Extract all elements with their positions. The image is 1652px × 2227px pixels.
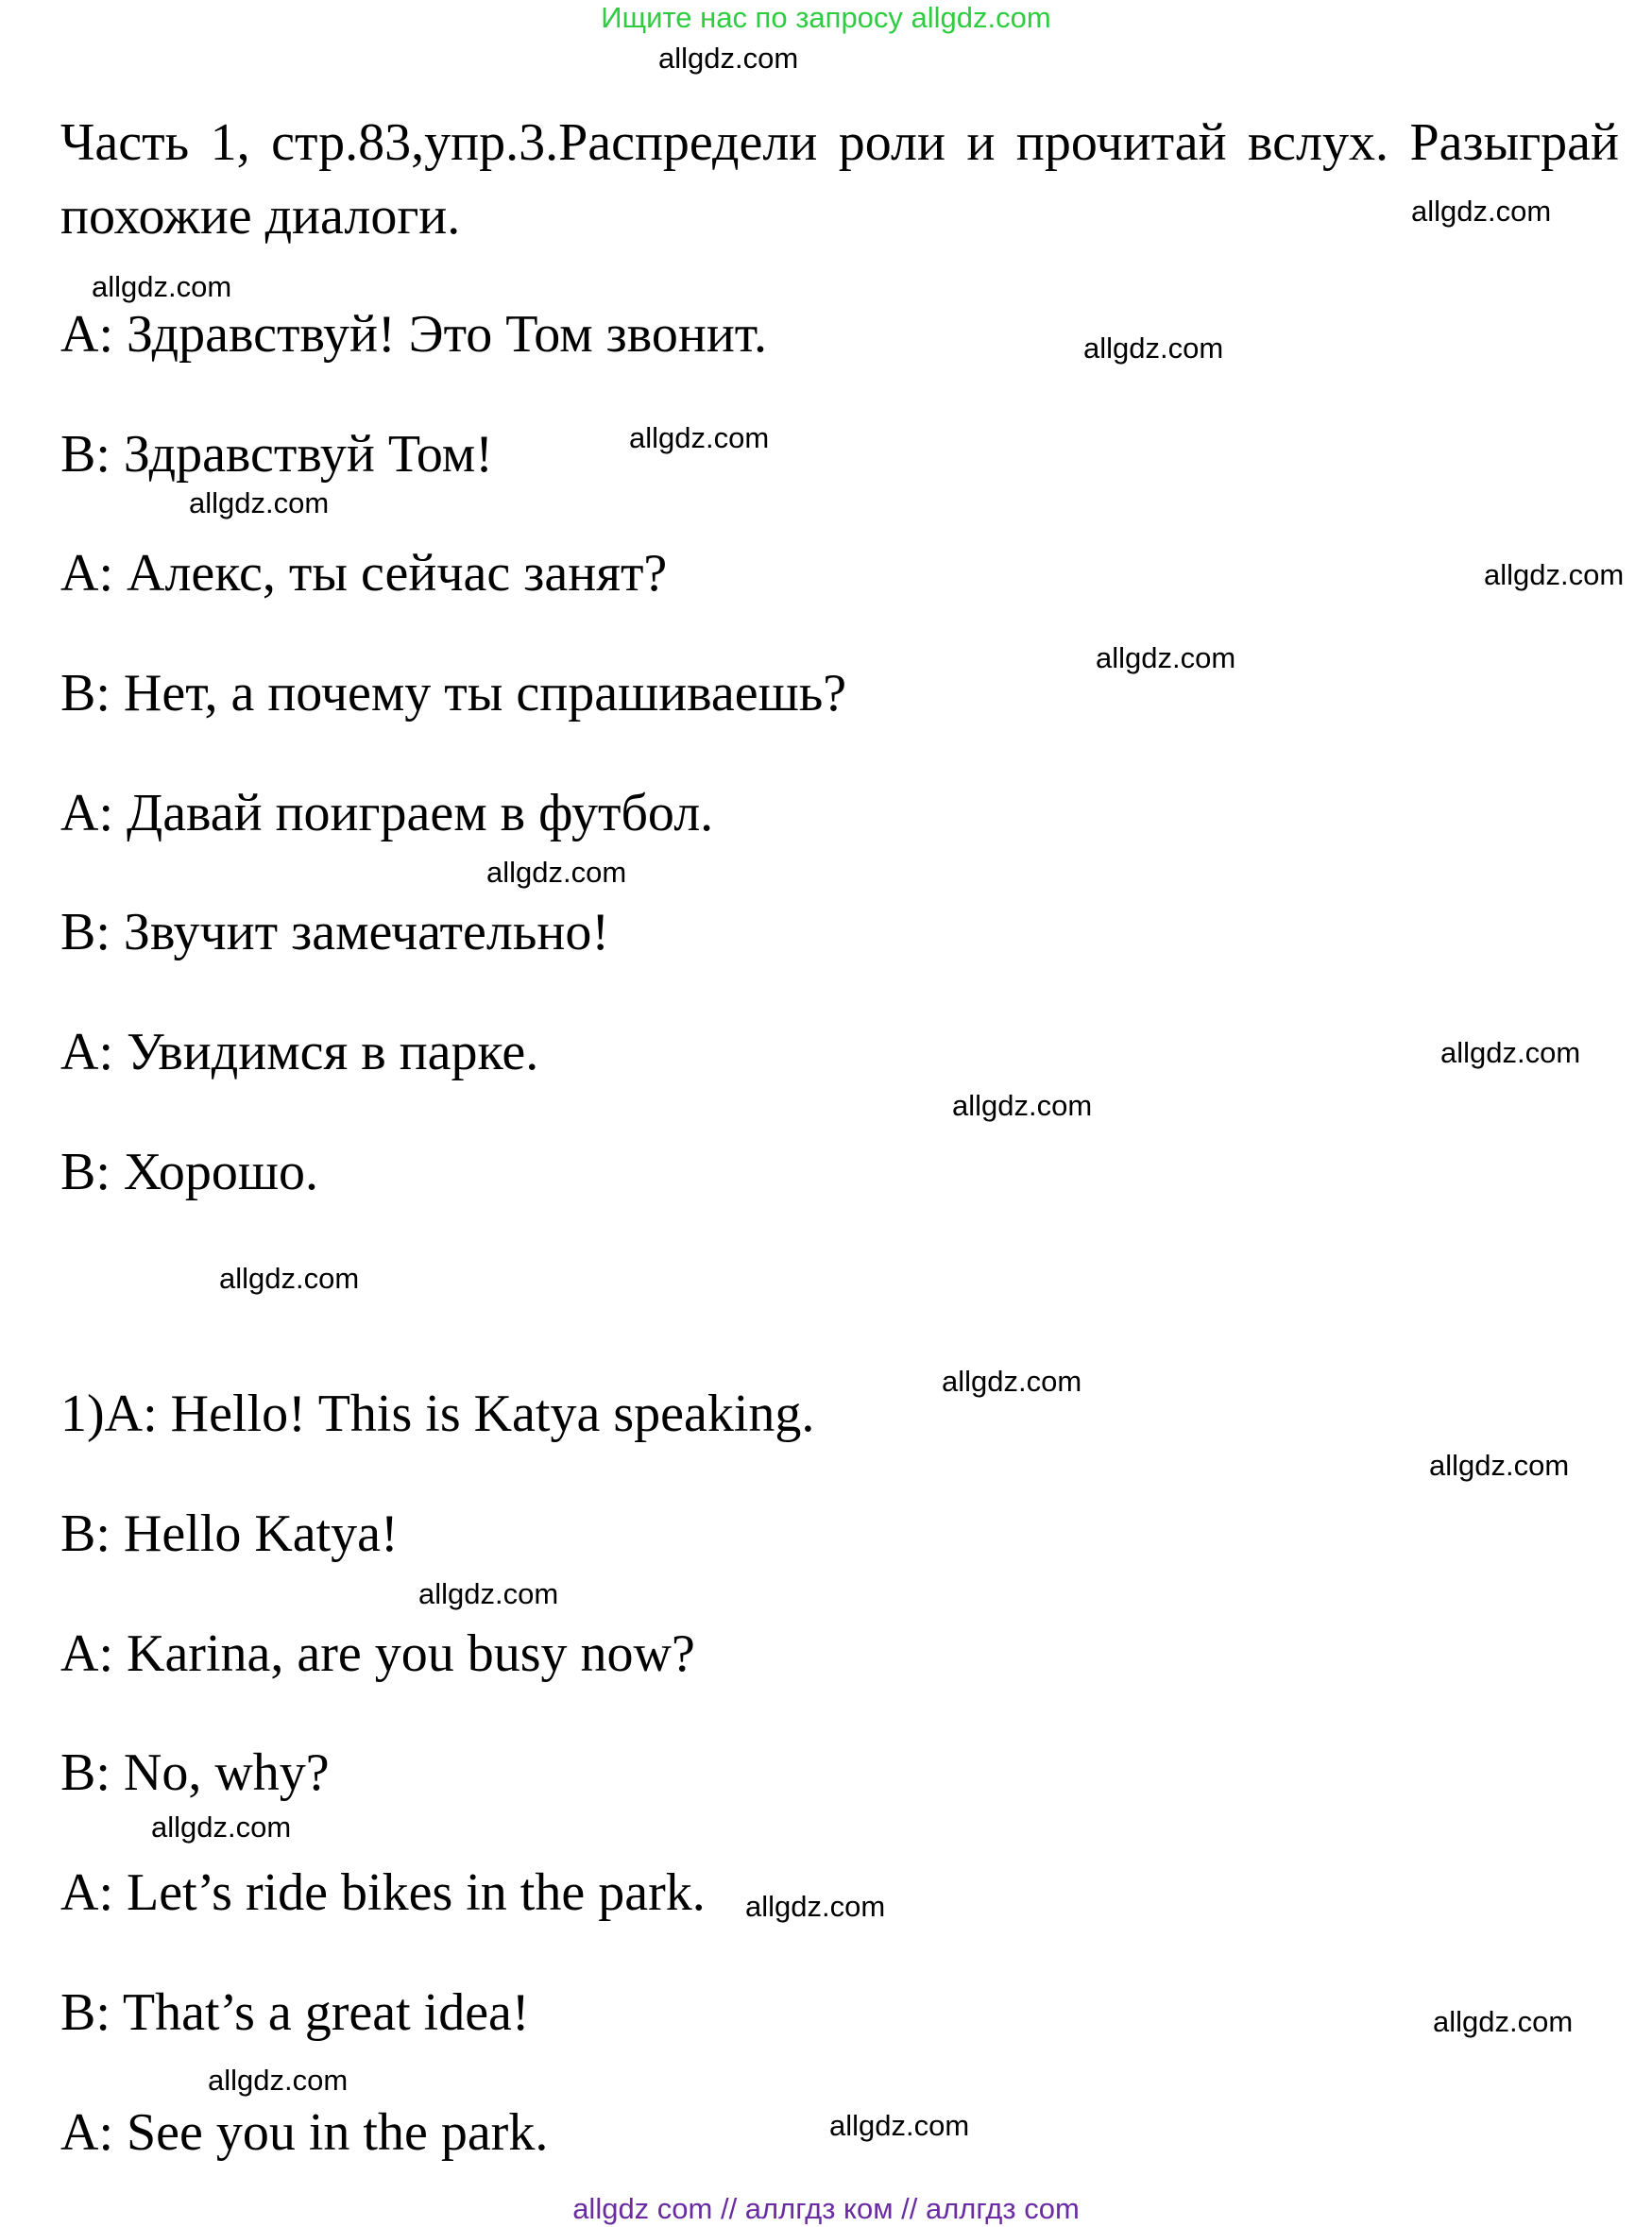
dialogue-line-ru: В: Хорошо. [60,1143,318,1201]
footer-links[interactable]: allgdz com // аллгдз ком // аллгдз com [572,2192,1080,2225]
watermark: allgdz.com [1083,332,1224,365]
dialogue-line-en: A: Karina, are you busy now? [60,1624,695,1683]
dialogue-line-en: B: That’s a great idea! [60,1983,530,2042]
watermark: allgdz.com [208,2064,349,2097]
watermark: allgdz.com [952,1089,1093,1122]
dialogue-line-en: A: Let’s ride bikes in the park. [60,1863,706,1922]
dialogue-line-en: B: No, why? [60,1743,330,1802]
watermark: allgdz.com [486,856,627,889]
watermark: allgdz.com [658,42,799,75]
watermark: allgdz.com [1411,195,1552,228]
watermark: allgdz.com [629,421,770,454]
exercise-heading: Часть 1, стр.83,упр.3.Распредели роли и прочитай вслух. Разыграй похожие диалоги. [60,113,1619,246]
dialogue-line-ru: А: Давай поиграем в футбол. [60,784,714,842]
watermark: allgdz.com [92,270,232,303]
search-banner[interactable]: Ищите нас по запросу allgdz.com [601,1,1051,34]
dialogue-line-en: B: Hello Katya! [60,1504,399,1563]
watermark: allgdz.com [219,1262,360,1295]
dialogue-line-ru: В: Здравствуй Том! [60,425,493,484]
dialogue-line-en: 1)A: Hello! This is Katya speaking. [60,1385,815,1443]
watermark: allgdz.com [1429,1449,1570,1482]
dialogue-line-ru: В: Нет, а почему ты спрашиваешь? [60,664,847,722]
watermark: allgdz.com [1484,558,1625,591]
watermark: allgdz.com [745,1890,886,1923]
watermark: allgdz.com [1433,2005,1574,2038]
watermark: allgdz.com [942,1365,1082,1398]
watermark: allgdz.com [189,486,330,519]
watermark: allgdz.com [829,2109,970,2142]
watermark: allgdz.com [1096,641,1236,674]
watermark: allgdz.com [1440,1036,1581,1069]
dialogue-line-ru: А: Увидимся в парке. [60,1023,539,1081]
dialogue-line-en: A: See you in the park. [60,2103,549,2162]
dialogue-line-ru: А: Здравствуй! Это Том звонит. [60,305,768,364]
dialogue-line-ru: А: Алекс, ты сейчас занят? [60,544,668,603]
watermark: allgdz.com [418,1577,559,1610]
watermark: allgdz.com [151,1810,292,1844]
dialogue-line-ru: В: Звучит замечательно! [60,903,609,961]
